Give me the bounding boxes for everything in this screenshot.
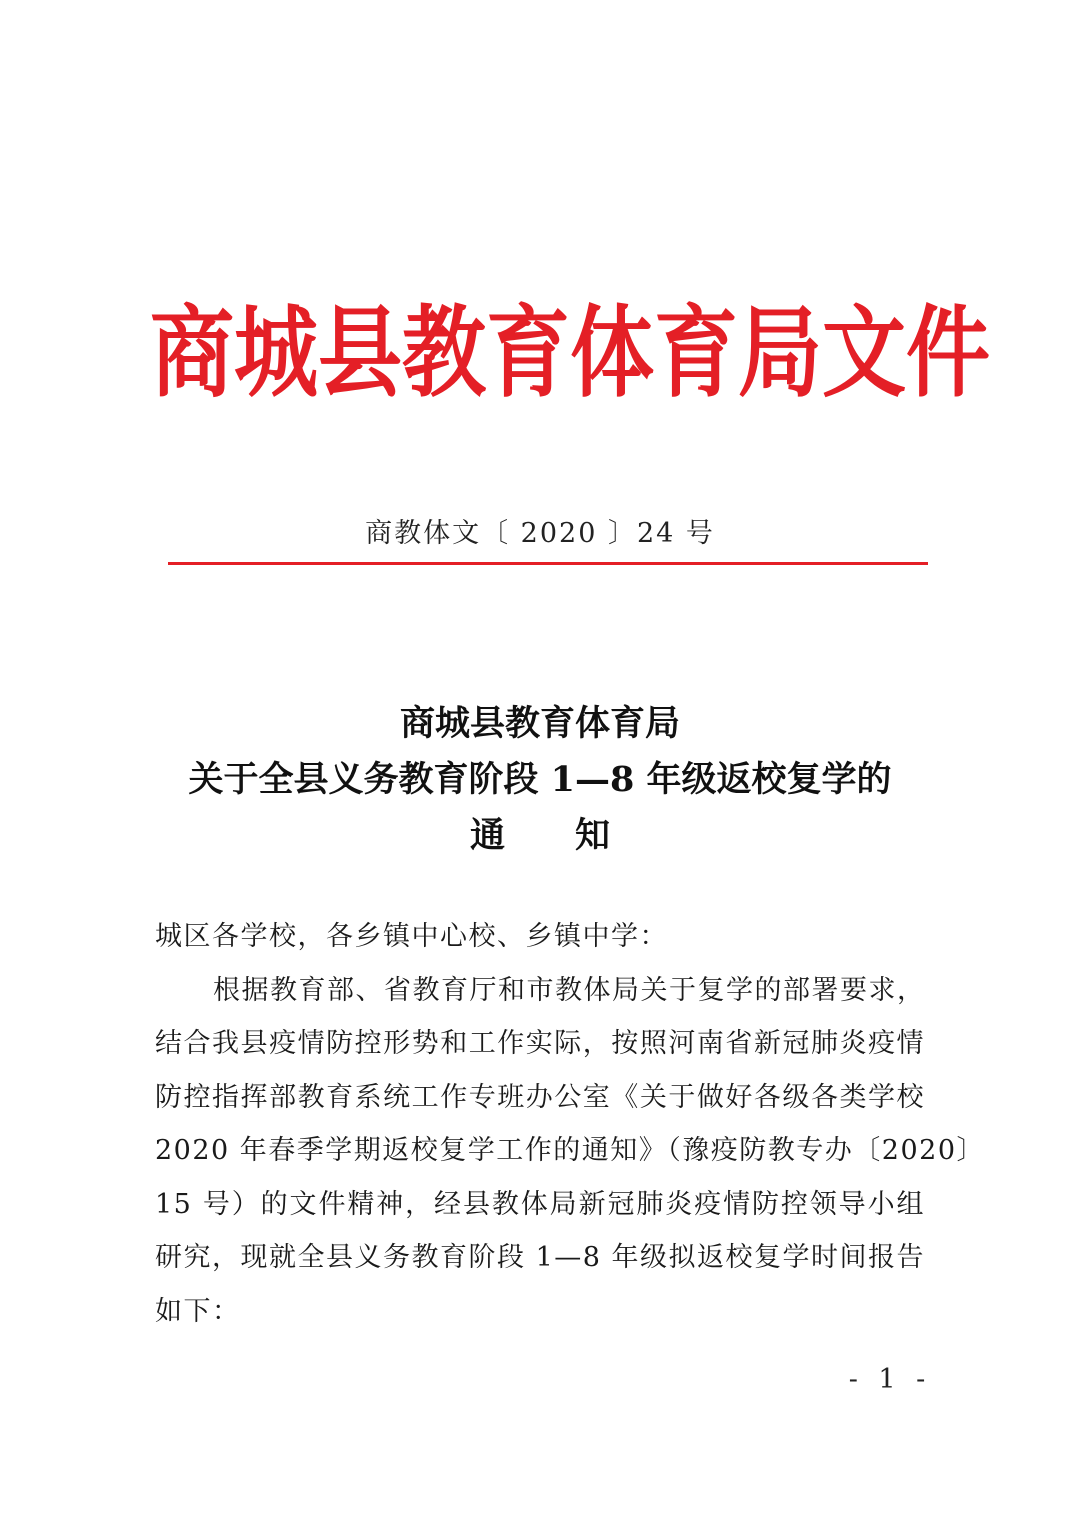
document-title: [150, 696, 930, 864]
body-line: 如下：: [155, 1295, 241, 1327]
red-divider-line: [168, 562, 928, 565]
title-line-1: 商城县教育体育局: [399, 703, 680, 744]
document-number: 商教体文〔 2020 〕24 号: [365, 518, 715, 549]
page-number: - 1 -: [848, 1364, 932, 1395]
title-line-3: [150, 808, 930, 864]
title-line-2: 关于全县义务教育阶段 1—8 年级返校复学的: [188, 759, 892, 800]
salutation: 城区各学校，各乡镇中心校、乡镇中学：: [155, 921, 668, 952]
body-line: 2020 年春季学期返校复学工作的通知》（豫疫防教专办〔2020〕: [155, 1135, 986, 1166]
title-notice-char-2: 知: [575, 815, 611, 856]
body-line: 15 号）的文件精神，经县教体局新冠肺炎疫情防控领导小组: [155, 1188, 925, 1220]
title-notice-char-1: 通: [469, 815, 505, 856]
document-masthead: 商城县教育体育局文件: [150, 294, 991, 411]
body-line: 根据教育部、省教育厅和市教体局关于复学的部署要求，: [213, 974, 926, 1006]
document-body: [155, 910, 986, 1338]
body-line: 结合我县疫情防控形势和工作实际，按照河南省新冠肺炎疫情: [155, 1028, 925, 1059]
body-line: 防控指挥部教育系统工作专班办公室《关于做好各级各类学校: [155, 1081, 925, 1113]
body-line: 研究，现就全县义务教育阶段 1—8 年级拟返校复学时间报告: [155, 1242, 926, 1273]
